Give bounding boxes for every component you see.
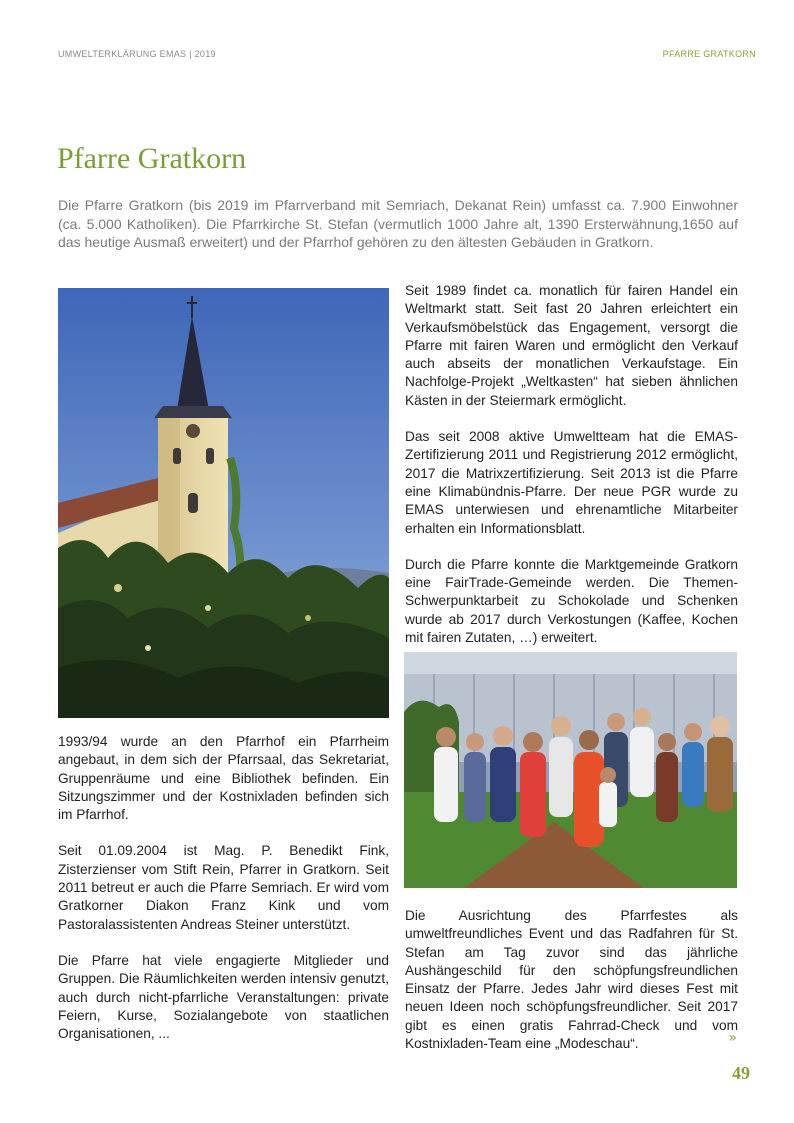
church-photo <box>58 288 389 718</box>
running-header-right: PFARRE GRATKORN <box>662 49 756 59</box>
right-column-top-text <box>405 282 738 665</box>
right-column-bottom-text <box>405 907 738 1071</box>
paragraph-mitglieder: Die Pfarre hat viele engagierte Mitglieder und Gruppen. Die Räumlichkeiten werden intensiv genutzt, auch durch nicht-pfarrliche Veranstaltungen: private Feiern, Kurse, Sozialangebote von staatlichen Organisationen, ... <box>58 952 389 1042</box>
page-title: Pfarre Gratkorn <box>57 142 247 175</box>
paragraph-fairtrade: Durch die Pfarre konnte die Marktgemeinde Gratkorn eine FairTrade-Gemeinde werden. Die Themen-Schwerpunktarbeit zu Schokolade und Schenken wurde ab 2017 durch Verkostungen (Kaffee, Kochen mit fairen Zutaten, …) erweitert. <box>405 556 738 646</box>
page-number: 49 <box>732 1063 750 1083</box>
paragraph-pfarrer: Seit 01.09.2004 ist Mag. P. Benedikt Fink, Zisterzienser vom Stift Rein, Pfarrer in Gratkorn. Seit 2011 betreut er auch die Pfarre Semriach. Er wird vom Gratkorner Diakon Franz Kink und vom Pastoralassistenten Andreas Steiner unterstützt. <box>58 843 389 932</box>
intro-paragraph: Die Pfarre Gratkorn (bis 2019 im Pfarrverband mit Semriach, Dekanat Rein) umfasst ca. 7.900 Einwohner (ca. 5.000 Katholiken). Die Pfarrkirche St. Stefan (vermutlich 1000 Jahre alt, 1390 Ersterwähnung,1650 auf das heutige Ausmaß erweitert) und der Pfarrhof gehören zu den ältesten Gebäuden in Gratkorn. <box>58 197 738 250</box>
paragraph-umweltteam: Das seit 2008 aktive Umweltteam hat die EMAS-Zertifizierung 2011 und Registrierung 2012 ermöglicht, 2017 die Matrixzertifizierung. Seit 2013 ist die Pfarre eine Klimabündnis-Pfarre. Der neue PGR wurde zu EMAS unterwiesen und ehrenamtliche Mitarbeiter erhalten ein Informationsblatt. <box>405 429 738 536</box>
group-photo <box>404 652 737 888</box>
paragraph-weltmarkt: Seit 1989 findet ca. monatlich für fairen Handel ein Weltmarkt statt. Seit fast 20 Jahren erleichtert ein Verkaufsmöbelstück das Engagement, versorgt die Pfarre mit fairen Waren und ermöglicht den Verkauf auch abseits der monatlichen Verkaufstage. Ein Nachfolge-Projekt „Weltkasten“ hat sieben ähnlichen Kästen in der Steiermark ermöglicht. <box>405 283 738 408</box>
left-column-bottom-text <box>58 733 389 1061</box>
continue-arrow-icon: » <box>728 1030 737 1046</box>
running-header-left: UMWELTERKLÄRUNG EMAS | 2019 <box>58 49 216 59</box>
paragraph-pfarrfest: Die Ausrichtung des Pfarrfestes als umweltfreundliches Event und das Radfahren für St. Stefan am Tag zuvor sind das jährliche Aushängeschild für den schöpfungsfreundlichen Einsatz der Pfarre. Jedes Jahr wird dieses Fest mit neuen Ideen noch schöpfungsfreundlicher. Seit 2017 gibt es einen gratis Fahrrad-Check und vom Kostnixladen-Team eine „Modeschau“. <box>405 908 738 1052</box>
paragraph-pfarrheim: 1993/94 wurde an den Pfarrhof ein Pfarrheim angebaut, in dem sich der Pfarrsaal, das Sekretariat, Gruppenräume und eine Bibliothek befinden. Ein Sitzungszimmer und der Kostnixladen befinden sich im Pfarrhof. <box>58 734 389 823</box>
